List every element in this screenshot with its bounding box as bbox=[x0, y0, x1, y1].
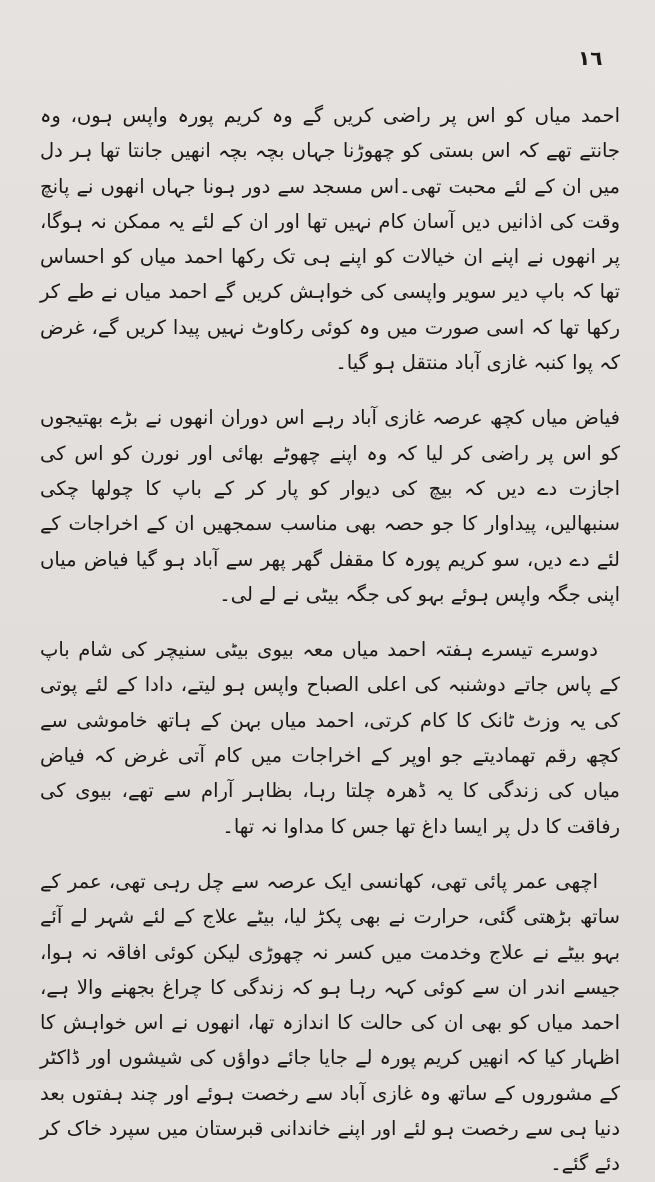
paragraph-3: دوسرے تیسرے ہفتہ احمد میاں معہ بیوی بیٹی سنیچر کی شام باپ کے پاس جاتے دوشنبہ کی اعلی الصباح واپس ہو لیتے، دادا کے لئے پوتی کی یہ وزٹ ٹانک کا کام کرتی، احمد میاں بہن کے ہاتھ خاموشی سے کچھ رقم تھمادیتے جو اوپر کے اخراجات میں کام آتی غرض کہ فیاض میاں کی زندگی کا یہ ڈھرہ چلتا رہا، بظاہر آرام سے تھے، بیوی کی رفاقت کا دل پر ایسا داغ تھا جس کا مداوا نہ تھا۔ bbox=[40, 638, 620, 838]
page-number: ١٦ bbox=[578, 46, 603, 70]
paragraph-2: فیاض میاں کچھ عرصہ غازی آباد رہے اس دوران انھوں نے بڑے بھتیجوں کو اس پر راضی کر لیا کہ وہ اپنے چھوٹے بھائی اور نورن کو اس کی اجازت دے دیں کہ بیچ کی دیوار کو پار کر کے باپ کا چولھا چکی سنبھالیں، پیداوار کا جو حصہ بھی مناسب سمجھیں ان کے اخراجات کے لئے دے دیں، سو کریم پورہ کا مقفل گھر پھر سے آباد ہو گیا فیاض میاں اپنی جگہ واپس ہوئے بہو کی جگہ بیٹی نے لے لی۔ bbox=[40, 406, 620, 606]
paragraph-4: اچھی عمر پائی تھی، کھانسی ایک عرصہ سے چل رہی تھی، عمر کے ساتھ بڑھتی گئی، حرارت نے بھی پکڑ لیا، بیٹے علاج کے لئے شہر لے آئے بہو بیٹے نے علاج وخدمت میں کسر نہ چھوڑی لیکن کوئی افاقہ نہ ہوا، جیسے اندر ان سے کوئی کہہ رہا ہو کہ زندگی کا چراغ بجھنے والا ہے، احمد میاں کو بھی ان کی حالت کا اندازہ تھا، انھوں نے اس خواہش کا اظہار کیا کہ انھیں کریم پورہ لے جایا جائے دواؤں کی شیشوں اور ڈاکٹر کے مشوروں کے ساتھ وہ غازی آباد سے رخصت ہوئے اور چند ہفتوں بعد دنیا ہی سے رخصت ہو لئے اور اپنے خاندانی قبرستان میں سپرد خاک کر دئے گئے۔ bbox=[40, 869, 620, 1176]
body-text bbox=[40, 98, 620, 1182]
paragraph-1: احمد میاں کو اس پر راضی کریں گے وہ کریم پورہ واپس ہوں، وہ جانتے تھے کہ اس بستی کو چھوڑنا جہاں بچہ بچہ انھیں جانتا تھا ہر دل میں ان کے لئے محبت تھی۔اس مسجد سے دور ہونا جہاں انھوں نے پانچ وقت کی اذانیں دیں آسان کام نہیں تھا اور ان کے لئے یہ ممکن نہ ہوگا، پر انھوں نے اپنے ان خیالات کو اپنے ہی تک رکھا احمد میاں کو احساس تھا کہ باپ دیر سویر واپسی کی خواہش کریں گے احمد میاں نے طے کر رکھا تھا کہ اسی صورت میں وہ کوئی رکاوٹ نہیں پیدا کریں گے، غرض کہ پوا کنبہ غازی آباد منتقل ہو گیا۔ bbox=[40, 104, 620, 375]
